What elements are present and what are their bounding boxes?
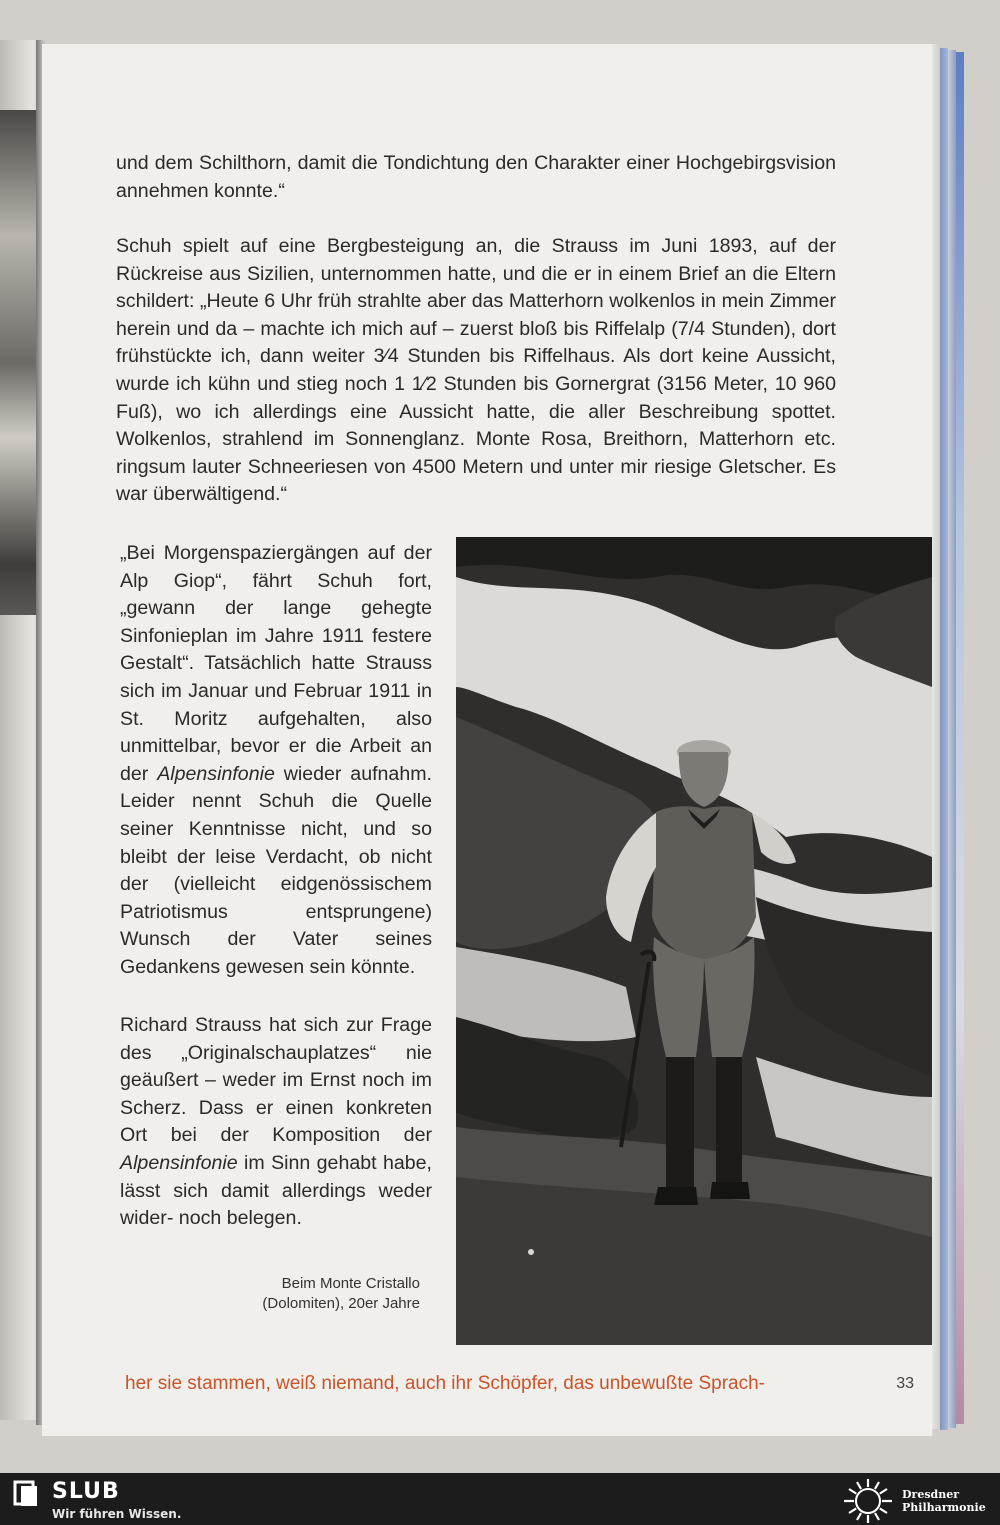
page-stack-edge: [948, 50, 956, 1428]
text-run: „Bei Morgenspaziergängen auf der Alp Giop“, fährt Schuh fort, „gewann der lange gehegte Sinfonieplan im Jahre 1911 festere Gestalt“. Tatsächlich hatte Strauss sich im Januar und Februar 1911 in St. Moritz aufgehalten, also unmittelbar, bevor er die Arbeit an der: [120, 542, 432, 785]
column-paragraph-alp-giop: [120, 540, 432, 982]
slub-logo-text[interactable]: SLUB: [52, 1479, 120, 1504]
column-paragraph-originalschauplatz: [120, 1012, 432, 1233]
historic-photo-strauss-mountain: [456, 537, 932, 1345]
text-run: im Sinn gehabt habe, lässt sich damit allerdings weder wider- noch belegen.: [120, 1151, 432, 1230]
slub-book-icon[interactable]: [12, 1479, 42, 1509]
page-stack-edge: [932, 44, 940, 1429]
paragraph-continuation: und dem Schilthorn, damit die Tondichtung den Charakter einer Hochgebirgsvision annehmen konnte.“: [116, 152, 836, 202]
partner-line: Philharmonie: [902, 1501, 986, 1514]
text-run: Richard Strauss hat sich zur Frage des „Originalschauplatzes“ nie geäußert – weder im Ernst noch im Scherz. Dass er einen konkreten Ort bei der Komposition der: [120, 1014, 432, 1147]
running-footer-quote: her sie stammen, weiß niemand, auch ihr Schöpfer, das unbewußte Sprach-: [125, 1373, 765, 1394]
slub-tagline: Wir führen Wissen.: [52, 1507, 182, 1521]
dresdner-philharmonie-logo-text[interactable]: [902, 1488, 986, 1514]
paragraph-letter-quote: Schuh spielt auf eine Bergbesteigung an, die Strauss im Juni 1893, auf der Rückreise aus Sizilien, unternommen hatte, und die er in einem Brief an die Eltern schildert: „Heute 6 Uhr früh strahlte aber das Matterhorn wolkenlos in mein Zimmer herein und da – machte ich mich auf – zuerst bloß bis Riffelalp (7/4 Stunden), dort frühstückte ich, dann weiter 3⁄4 Stunden bis Riffelhaus. Als dort keine Aussicht, wurde ich kühn und stieg noch 1 1⁄2 Stunden bis Gornergrat (3156 Meter, 10 960 Fuß), wo ich allerdings eine Aussicht hatte, die aller Beschreibung spottet. Wolkenlos, strahlend im Sonnenglanz. Monte Rosa, Breithorn, Matterhorn etc. ringsum lauter Schneeriesen von 4500 Metern und unter mir riesige Gletscher. Es war überwältigend.“: [116, 235, 836, 506]
caption-line: Beim Monte Cristallo: [281, 1275, 420, 1292]
partner-line: Dresdner: [902, 1488, 960, 1501]
page-number: 33: [896, 1375, 914, 1392]
page-stack-edge: [940, 48, 948, 1430]
work-title-italic: Alpensinfonie: [157, 762, 275, 785]
photo-caption: [250, 1274, 420, 1314]
dresdner-philharmonie-sunburst-icon[interactable]: [842, 1478, 894, 1524]
text-run: wieder aufnahm. Leider nennt Schuh die Quelle seiner Kenntnisse nicht, und so bleibt der leise Verdacht, ob nicht der (vielleicht eidgenössischem Patriotismus entsprungene) Wunsch der Vater seines Gedankens gewesen sein könnte.: [120, 762, 432, 978]
page-stack-edge: [956, 52, 964, 1424]
work-title-italic: Alpensinfonie: [120, 1151, 238, 1174]
caption-line: (Dolomiten), 20er Jahre: [262, 1295, 420, 1312]
left-page-photo-fragment: [0, 110, 38, 615]
